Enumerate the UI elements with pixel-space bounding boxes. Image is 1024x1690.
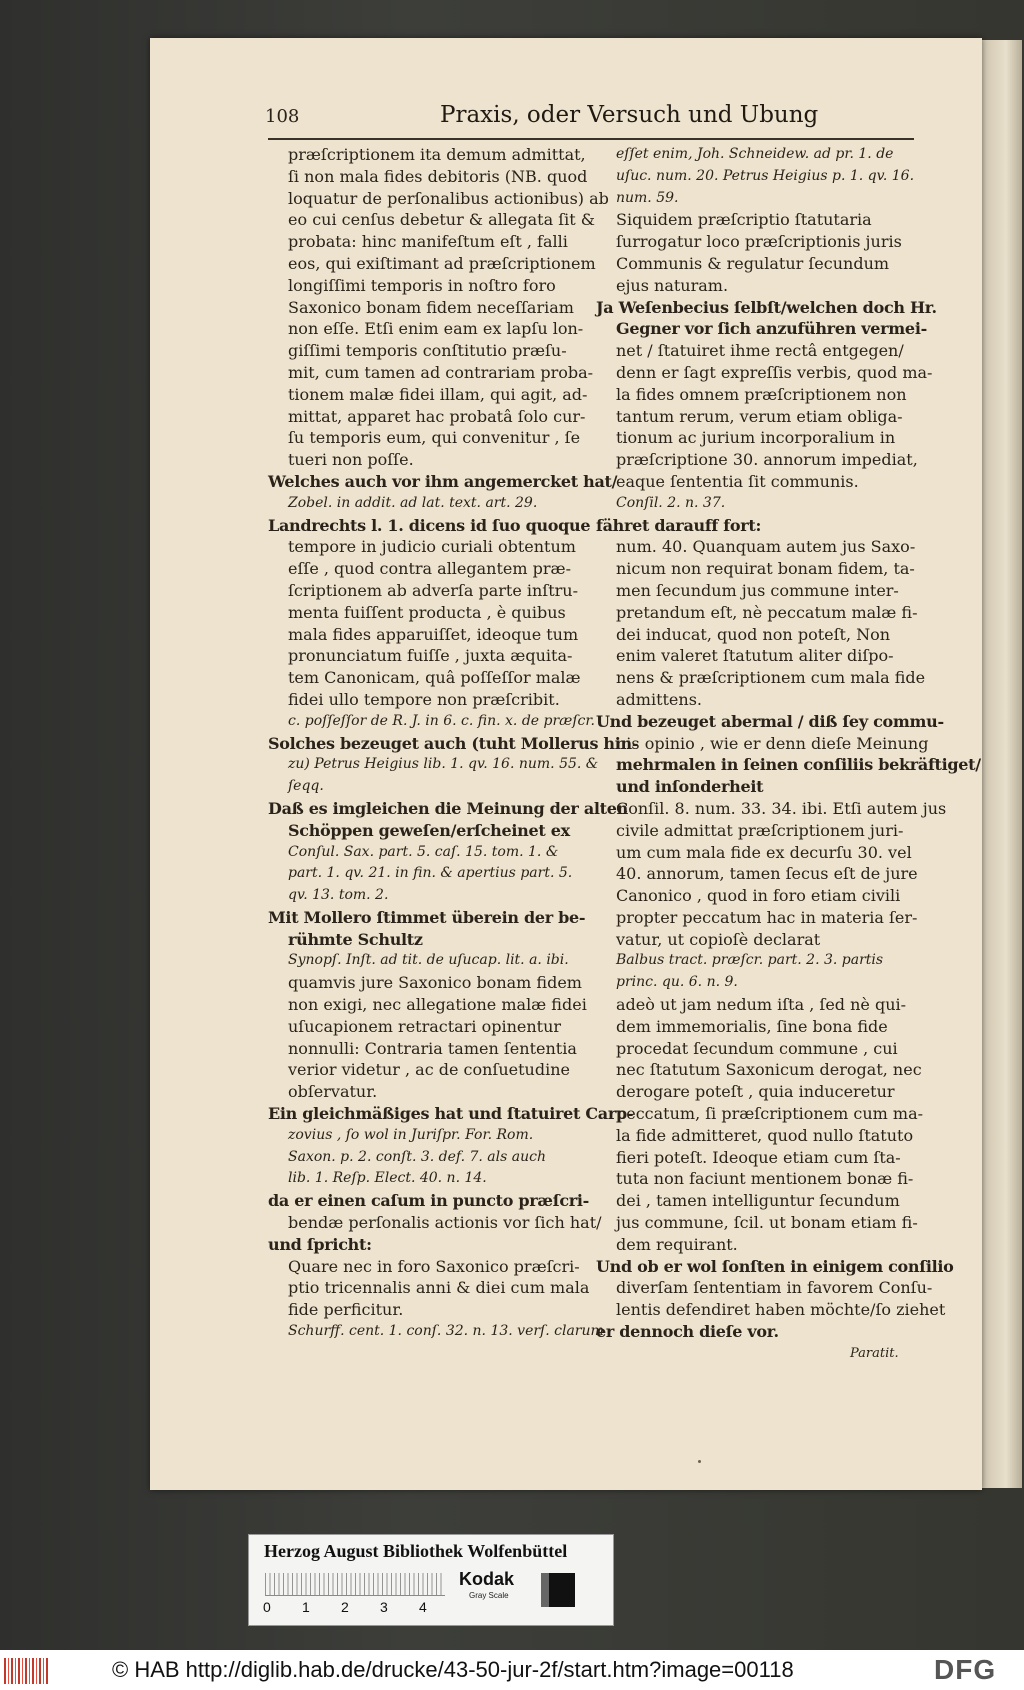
text-line: Und bezeuget abermal / diß ſey commu-	[596, 711, 944, 731]
text-line: dei , tamen intelliguntur ſecundum	[616, 1191, 900, 1211]
text-line: fieri poteſt. Ideoque etiam cum ſta-	[616, 1147, 901, 1167]
text-line: nonnulli: Contraria tamen ſententia	[288, 1038, 577, 1058]
text-line: præſcriptionem ita demum admittat,	[288, 145, 586, 164]
text-line: eaque ſententia ſit communis.	[616, 471, 859, 491]
ruler-number: 4	[419, 1599, 427, 1615]
text-line: Daß es imgleichen die Meinung der alten	[268, 798, 628, 818]
text-line: num. 59.	[616, 189, 679, 206]
text-line: peccatum, ſi præſcriptionem cum ma-	[616, 1104, 924, 1124]
text-line: Ja Weſenbecius ſelbſt/welchen doch Hr.	[596, 297, 937, 317]
text-line: tionem malæ fidei illam, qui agit, ad-	[288, 384, 588, 404]
scale-ruler	[265, 1573, 445, 1596]
text-line: civile admittat præſcriptionem juri-	[616, 820, 904, 840]
text-line: la fides omnem præſcriptionem non	[616, 384, 907, 404]
text-line: 40. annorum, tamen ſecus eſt de jure	[616, 864, 918, 884]
text-line: zu) Petrus Heigius lib. 1. qv. 16. num. 55. &	[288, 756, 599, 773]
gray-swatch	[541, 1573, 549, 1607]
text-line: Synopſ. Inſt. ad tit. de uſucap. lit. a. ibi.	[288, 952, 569, 969]
text-line: Communis & regulatur ſecundum	[616, 253, 890, 273]
text-line: nis opinio , wie er denn dieſe Meinung	[616, 733, 929, 753]
text-line: probata: hinc manifeſtum eſt , falli	[288, 232, 568, 252]
barcode-icon	[4, 1658, 48, 1684]
text-line: Und ob er wol ſonſten in einigem conſilio	[596, 1256, 954, 1276]
text-line: fidei ullo tempore non præſcribit.	[288, 689, 560, 709]
text-line: Conſil. 2. n. 37.	[616, 494, 726, 511]
ruler-number: 2	[341, 1599, 349, 1615]
text-line: enim valeret ſtatutum aliter diſpo-	[616, 646, 894, 666]
text-line: Schurff. cent. 1. conſ. 32. n. 13. verſ. clarum	[288, 1323, 604, 1340]
text-line: la fide admitteret, quod nullo ſtatuto	[616, 1125, 914, 1145]
text-line: fide perficitur.	[288, 1300, 404, 1320]
text-line: nec ſtatutum Saxonicum derogat, nec	[616, 1060, 922, 1080]
text-line: num. 40. Quanquam autem jus Saxo-	[616, 537, 916, 557]
text-line: nicum non requirat bonam fidem, ta-	[616, 559, 915, 579]
text-line: Landrechts l. 1. dicens id ſuo quoque	[268, 515, 591, 535]
kodak-brand: Kodak	[459, 1569, 515, 1589]
text-line: verior videtur , ac de conſuetudine	[288, 1060, 570, 1080]
text-line: præſcriptione 30. annorum impediat,	[616, 450, 918, 470]
text-line: eos, qui exiſtimant ad præſcriptionem	[288, 253, 596, 273]
text-line: giſſimi temporis conſtitutio præſu-	[288, 341, 567, 361]
text-line: pronunciatum fuiſſe , juxta æquita-	[288, 646, 573, 666]
text-line: fähret darauff fort:	[596, 515, 762, 535]
left-text-column	[268, 144, 639, 1343]
text-line: Schöppen geweſen/erſcheinet ex	[288, 820, 570, 840]
text-line: Saxonico bonam fidem neceſſariam	[288, 297, 574, 317]
text-line: ſu temporis eum, qui convenitur , ſe	[288, 428, 581, 448]
text-line: ſi non mala fides debitoris (NB. quod	[288, 166, 588, 186]
text-line: eſſet enim, Joh. Schneidew. ad pr. 1. de	[616, 146, 894, 162]
text-line: Welches auch vor ihm angemercket hat/	[268, 471, 618, 491]
text-line: mala fides apparuiſſet, ideoque tum	[288, 624, 579, 644]
text-line: Balbus tract. præſcr. part. 2. 3. partis	[616, 952, 884, 969]
text-line: c. poſſeſſor de R. J. in 6. c. fin. x. de præſcr.	[288, 712, 595, 729]
text-line: princ. qu. 6. n. 9.	[616, 974, 738, 991]
text-line: non eſſe. Etſi enim eam ex lapſu lon-	[288, 319, 584, 339]
text-line: nens & præſcriptionem cum mala fide	[616, 668, 926, 688]
dfg-logo: DFG	[934, 1654, 997, 1685]
text-line: tueri non poſſe.	[288, 450, 414, 470]
header-rule	[268, 138, 914, 140]
library-color-target	[248, 1534, 614, 1626]
text-line: part. 1. qv. 21. in fin. & apertius part. 5.	[288, 865, 573, 882]
footer-credit-link[interactable]: © HAB http://diglib.hab.de/drucke/43-50-jur-2f/start.htm?image=00118	[112, 1657, 794, 1682]
text-line: rühmte Schultz	[288, 929, 423, 949]
text-line: tantum rerum, verum etiam obliga-	[616, 406, 903, 426]
text-line: procedat ſecundum commune , cui	[616, 1038, 898, 1058]
black-swatch	[549, 1573, 575, 1607]
text-line: mittat, apparet hac probatâ ſolo cur-	[288, 406, 586, 426]
text-line: propter peccatum hac in materia ſer-	[616, 907, 918, 927]
text-line: menta fuiſſent producta , è quibus	[288, 602, 566, 622]
text-line: adeò ut jam nedum iſta , ſed nè qui-	[616, 995, 907, 1015]
text-line: er dennoch dieſe vor.	[596, 1322, 779, 1342]
facing-page-edge	[982, 40, 1022, 1488]
text-line: Ein gleichmäßiges hat und ſtatuiret Carp-	[268, 1104, 634, 1124]
text-line: Gegner vor ſich anzuführen vermei-	[616, 319, 927, 339]
ruler-number: 0	[263, 1599, 271, 1615]
text-line: ſurrogatur loco præſcriptionis juris	[616, 232, 902, 252]
ruler-number: 1	[302, 1599, 310, 1615]
text-line: da er einen caſum in puncto præſcri-	[268, 1191, 590, 1211]
text-line: dem requirant.	[616, 1234, 738, 1254]
text-line: ſcriptionem ab adverſa parte inſtru-	[288, 580, 578, 600]
text-line: eſſe , quod contra allegantem præ-	[288, 559, 571, 579]
text-line: uſuc. num. 20. Petrus Heigius p. 1. qv. 16.	[616, 167, 915, 184]
catchword: Paratit.	[850, 1346, 899, 1361]
text-line: denn er ſagt expreſſis verbis, quod ma-	[616, 362, 933, 382]
text-line: non exigi, nec allegatione malæ fidei	[288, 995, 587, 1015]
text-line: tionum ac jurium incorporalium in	[616, 428, 896, 448]
text-line: tuta non faciunt mentionem bonæ fi-	[616, 1169, 914, 1189]
text-line: jus commune, ſcil. ut bonam etiam fi-	[616, 1213, 918, 1233]
text-line: longiſſimi temporis in noſtro foro	[288, 275, 556, 295]
text-line: mehrmalen in ſeinen conſiliis bekräftiget/	[616, 755, 981, 775]
text-line: und inſonderheit	[616, 777, 764, 797]
text-line: pretandum eſt, nè peccatum malæ fi-	[616, 602, 918, 622]
text-line: Zobel. in addit. ad lat. text. art. 29.	[288, 494, 538, 511]
book-page	[150, 38, 982, 1490]
text-line: Mit Mollero ſtimmet überein der be-	[268, 907, 586, 927]
footer-bar	[0, 1650, 1024, 1690]
text-line: Siquidem præſcriptio ſtatutaria	[616, 210, 872, 230]
text-line: lentis defendiret haben möchte/ſo ziehet	[616, 1300, 946, 1320]
ruler-number: 3	[380, 1599, 388, 1615]
text-line: quamvis jure Saxonico bonam fidem	[288, 973, 582, 993]
text-line: dei inducat, quod non poteſt, Non	[616, 624, 891, 644]
library-name: Herzog August Bibliothek Wolfenbüttel	[264, 1541, 568, 1561]
text-line: Conſil. 8. num. 33. 34. ibi. Etſi autem jus	[616, 798, 947, 818]
text-line: uſucapionem retractari opinentur	[288, 1016, 562, 1036]
text-line: Canonico , quod in foro etiam civili	[616, 886, 901, 906]
text-line: qv. 13. tom. 2.	[288, 887, 389, 904]
text-line: obſervatur.	[288, 1082, 378, 1102]
text-line: Solches bezeuget auch (tuht Mollerus hin-	[268, 733, 639, 753]
running-head: Praxis, oder Versuch und Ubung	[440, 102, 819, 128]
text-line: lib. 1. Reſp. Elect. 40. n. 14.	[288, 1170, 487, 1187]
text-line: ejus naturam.	[616, 275, 729, 295]
text-line: ſeqq.	[288, 778, 324, 795]
text-line: und ſpricht:	[268, 1234, 372, 1254]
text-line: um cum mala fide ex decurſu 30. vel	[616, 842, 912, 862]
text-line: tem Canonicam, quâ poſſeſſor malæ	[288, 668, 581, 688]
text-line: tempore in judicio curiali obtentum	[288, 537, 576, 557]
text-line: zovius , ſo wol in Juriſpr. For. Rom.	[288, 1126, 534, 1143]
text-line: net / ſtatuiret ihme rectâ entgegen/	[616, 341, 904, 361]
text-line: diverſam ſententiam in favorem Conſu-	[616, 1278, 933, 1298]
text-line: dem immemorialis, ſine bona fide	[616, 1016, 888, 1036]
text-line: vatur, ut copioſè declarat	[616, 929, 821, 949]
text-line: ptio tricennalis anni & diei cum mala	[288, 1278, 590, 1298]
text-line: men ſecundum jus commune inter-	[616, 580, 899, 600]
gray-scale-caption: Gray Scale	[469, 1591, 509, 1600]
text-line: eo cui cenſus debetur & allegata ſit &	[288, 210, 596, 230]
page-number: 108	[265, 106, 300, 127]
text-line: Quare nec in foro Saxonico præſcri-	[288, 1256, 580, 1276]
text-line: derogare poteſt , quia induceretur	[616, 1082, 895, 1102]
text-line: mit, cum tamen ad contrariam proba-	[288, 362, 594, 382]
text-line: loquatur de perſonalibus actionibus) ab	[288, 188, 609, 208]
right-text-column	[596, 144, 981, 1343]
text-line: admittens.	[616, 689, 702, 709]
text-line: bendæ perſonalis actionis vor ſich hat/	[288, 1213, 602, 1233]
text-line: Saxon. p. 2. conſt. 3. def. 7. als auch	[288, 1148, 546, 1165]
text-line: Conſul. Sax. part. 5. caſ. 15. tom. 1. &	[288, 843, 559, 860]
paper-speck	[698, 1460, 701, 1463]
